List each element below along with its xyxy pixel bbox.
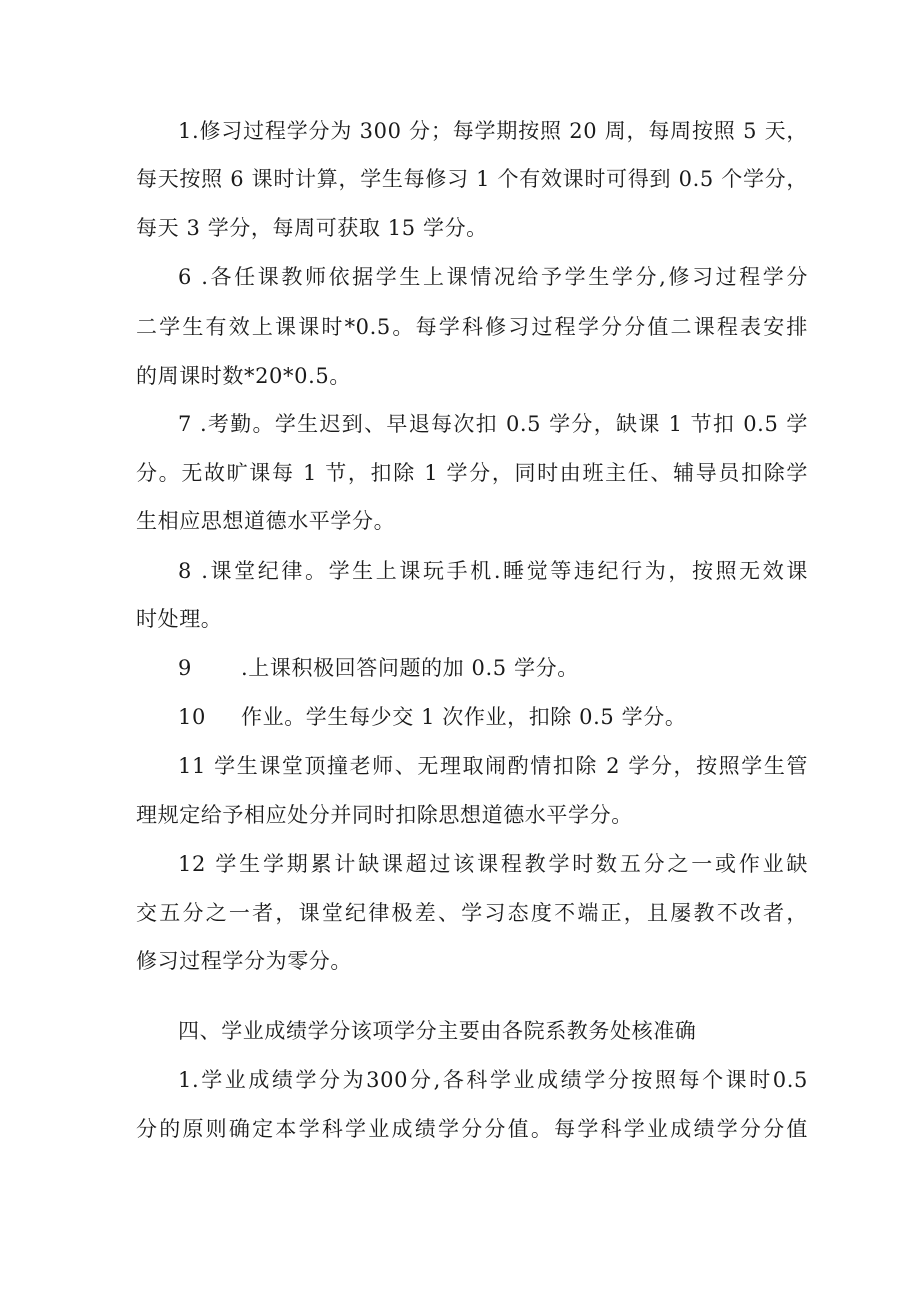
paragraph-6-line-3: 的周课时数*20*0.5。 <box>136 364 351 388</box>
paragraph-6-line-1: 6 .各任课教师依据学生上课情况给予学生学分,修习过程学分 <box>178 265 808 289</box>
paragraph-7-line-3: 生相应思想道德水平学分。 <box>136 509 396 533</box>
paragraph-12-line-3: 修习过程学分为零分。 <box>136 949 352 973</box>
section-paragraph-1-line-2: 分的原则确定本学科学业成绩学分分值。每学科学业成绩学分分值 <box>136 1117 808 1141</box>
paragraph-1-line-3: 每天 3 学分，每周可获取 15 学分。 <box>136 216 488 240</box>
paragraph-11-line-1: 11 学生课堂顶撞老师、无理取闹酌情扣除 2 学分，按照学生管 <box>178 754 808 778</box>
paragraph-7-line-1: 7 .考勤。学生迟到、早退每次扣 0.5 学分，缺课 1 节扣 0.5 学 <box>178 412 808 436</box>
paragraph-1-line-2: 每天按照 6 课时计算，学生每修习 1 个有效课时可得到 0.5 个学分， <box>136 167 808 191</box>
paragraph-1-line-1: 1.修习过程学分为 300 分；每学期按照 20 周，每周按照 5 天， <box>178 119 808 143</box>
paragraph-8-line-2: 时处理。 <box>136 607 223 631</box>
paragraph-9-number: 9 <box>178 656 192 680</box>
paragraph-9-text: .上课积极回答问题的加 0.5 学分。 <box>241 656 579 680</box>
paragraph-12-line-1: 12 学生学期累计缺课超过该课程教学时数五分之一或作业缺 <box>178 852 808 876</box>
paragraph-10-number: 10 <box>178 705 206 729</box>
paragraph-8-line-1: 8 .课堂纪律。学生上课玩手机.睡觉等违纪行为，按照无效课 <box>178 559 808 583</box>
section-heading: 四、学业成绩学分该项学分主要由各院系教务处核准确 <box>178 1019 697 1043</box>
paragraph-11-line-2: 理规定给予相应处分并同时扣除思想道德水平学分。 <box>136 803 633 827</box>
paragraph-6-line-2: 二学生有效上课课时*0.5。每学科修习过程学分分值二课程表安排 <box>136 315 808 339</box>
paragraph-10-text: 作业。学生每少交 1 次作业，扣除 0.5 学分。 <box>241 705 687 729</box>
paragraph-12-line-2: 交五分之一者，课堂纪律极差、学习态度不端正，且屡教不改者， <box>136 901 808 925</box>
paragraph-7-line-2: 分。无故旷课每 1 节，扣除 1 学分，同时由班主任、辅导员扣除学 <box>136 461 808 485</box>
section-paragraph-1-line-1: 1.学业成绩学分为300分,各科学业成绩学分按照每个课时0.5 <box>178 1068 808 1092</box>
